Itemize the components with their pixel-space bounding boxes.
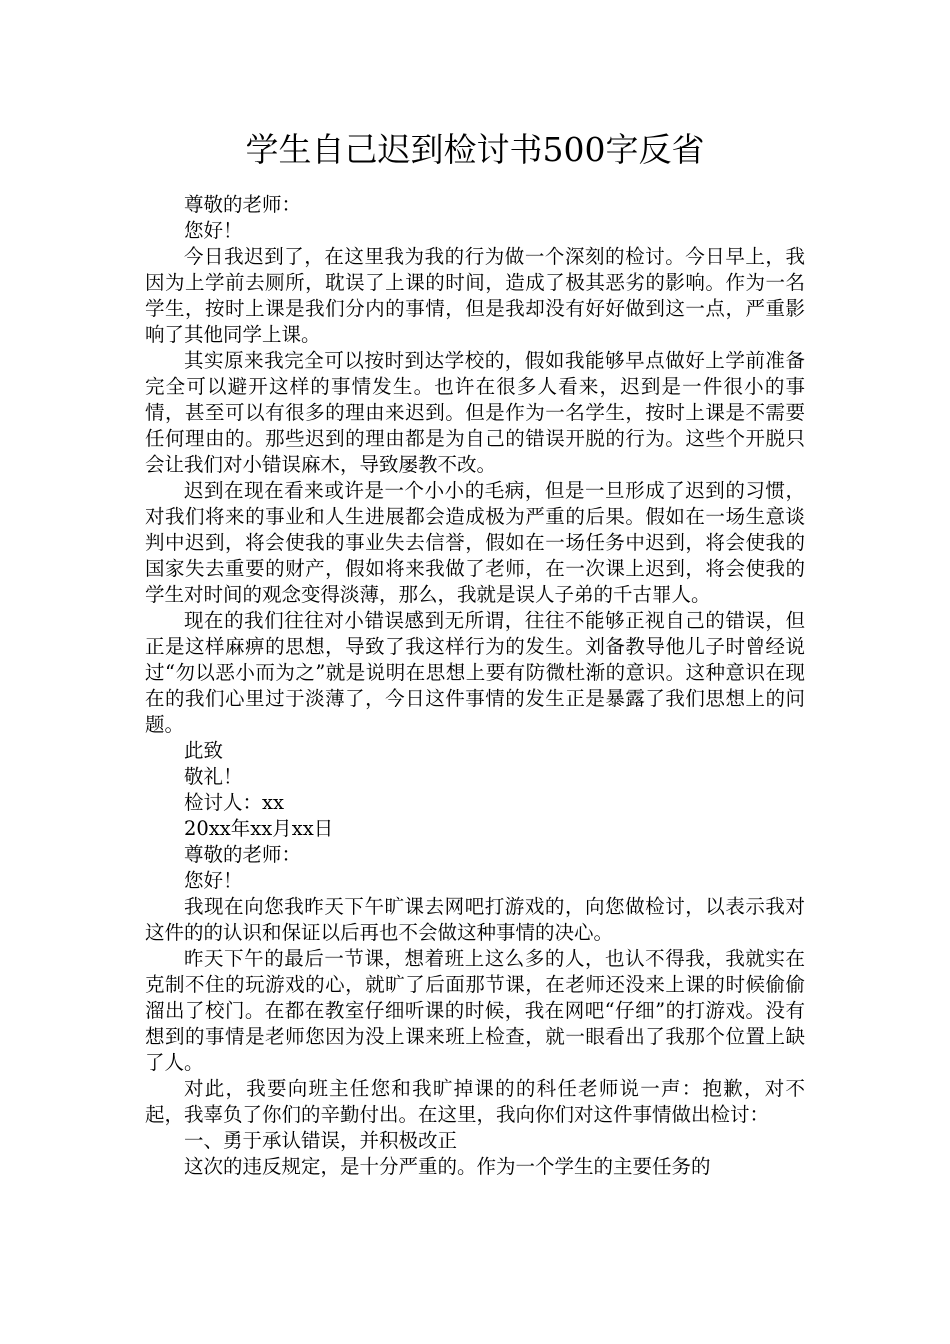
paragraph: 现在的我们往往对小错误感到无所谓，往往不能够正视自己的错误，但正是这样麻痹的思想，导致了我这样行为的发生。刘备教导他儿子时曾经说过“勿以恶小而为之”就是说明在思想上要有防微杜渐的意识。这种意识在现在的我们心里过于淡薄了，今日这件事情的发生正是暴露了我们思想上的问题。	[145, 609, 805, 736]
paragraph: 今日我迟到了，在这里我为我的行为做一个深刻的检讨。今日早上，我因为上学前去厕所，耽误了上课的时间，造成了极其恶劣的影响。作为一名学生，按时上课是我们分内的事情，但是我却没有好好做到这一点，严重影响了其他同学上课。	[145, 245, 805, 346]
signature-name: 检讨人：xx	[184, 791, 284, 814]
paragraph: 迟到在现在看来或许是一个小小的毛病，但是一旦形成了迟到的习惯，对我们将来的事业和人生进展都会造成极为严重的后果。假如在一场生意谈判中迟到，将会使我的事业失去信誉，假如在一场任务中迟到，将会使我的国家失去重要的财产，假如将来我做了老师，在一次课上迟到，将会使我的学生对时间的观念变得淡薄，那么，我就是误人子弟的千古罪人。	[145, 479, 805, 606]
paragraph: 对此，我要向班主任您和我旷掉课的的科任老师说一声：抱歉，对不起，我辜负了你们的辛勤付出。在这里，我向你们对这件事情做出检讨：	[145, 1077, 805, 1126]
closing-line: 敬礼！	[184, 765, 243, 788]
paragraph: 我现在向您我昨天下午旷课去网吧打游戏的，向您做检讨，以表示我对这件的的认识和保证以后再也不会做这种事情的决心。	[145, 895, 805, 944]
section-heading: 一、勇于承认错误，并积极改正	[184, 1129, 458, 1152]
signature-date: 20xx年xx月xx日	[184, 817, 334, 840]
greeting: 您好！	[184, 219, 243, 242]
closing-line: 此致	[184, 739, 224, 762]
salutation: 尊敬的老师：	[184, 193, 302, 216]
paragraph-start: 这次的违反规定，是十分严重的。作为一个学生的主要任务的	[184, 1155, 711, 1178]
document-body	[145, 192, 805, 1180]
greeting: 您好！	[184, 869, 243, 892]
document-page	[145, 128, 805, 1180]
salutation: 尊敬的老师：	[184, 843, 302, 866]
document-title: 学生自己迟到检讨书500字反省	[245, 130, 705, 169]
paragraph: 其实原来我完全可以按时到达学校的，假如我能够早点做好上学前准备完全可以避开这样的事情发生。也许在很多人看来，迟到是一件很小的事情，甚至可以有很多的理由来迟到。但是作为一名学生，按时上课是不需要任何理由的。那些迟到的理由都是为自己的错误开脱的行为。这些个开脱只会让我们对小错误麻木，导致屡教不改。	[145, 349, 805, 476]
paragraph: 昨天下午的最后一节课，想着班上这么多的人，也认不得我，我就实在克制不住的玩游戏的心，就旷了后面那节课，在老师还没来上课的时候偷偷溜出了校门。在都在教室仔细听课的时候，我在网吧“仔细”的打游戏。没有想到的事情是老师您因为没上课来班上检查，就一眼看出了我那个位置上缺了人。	[145, 947, 805, 1074]
